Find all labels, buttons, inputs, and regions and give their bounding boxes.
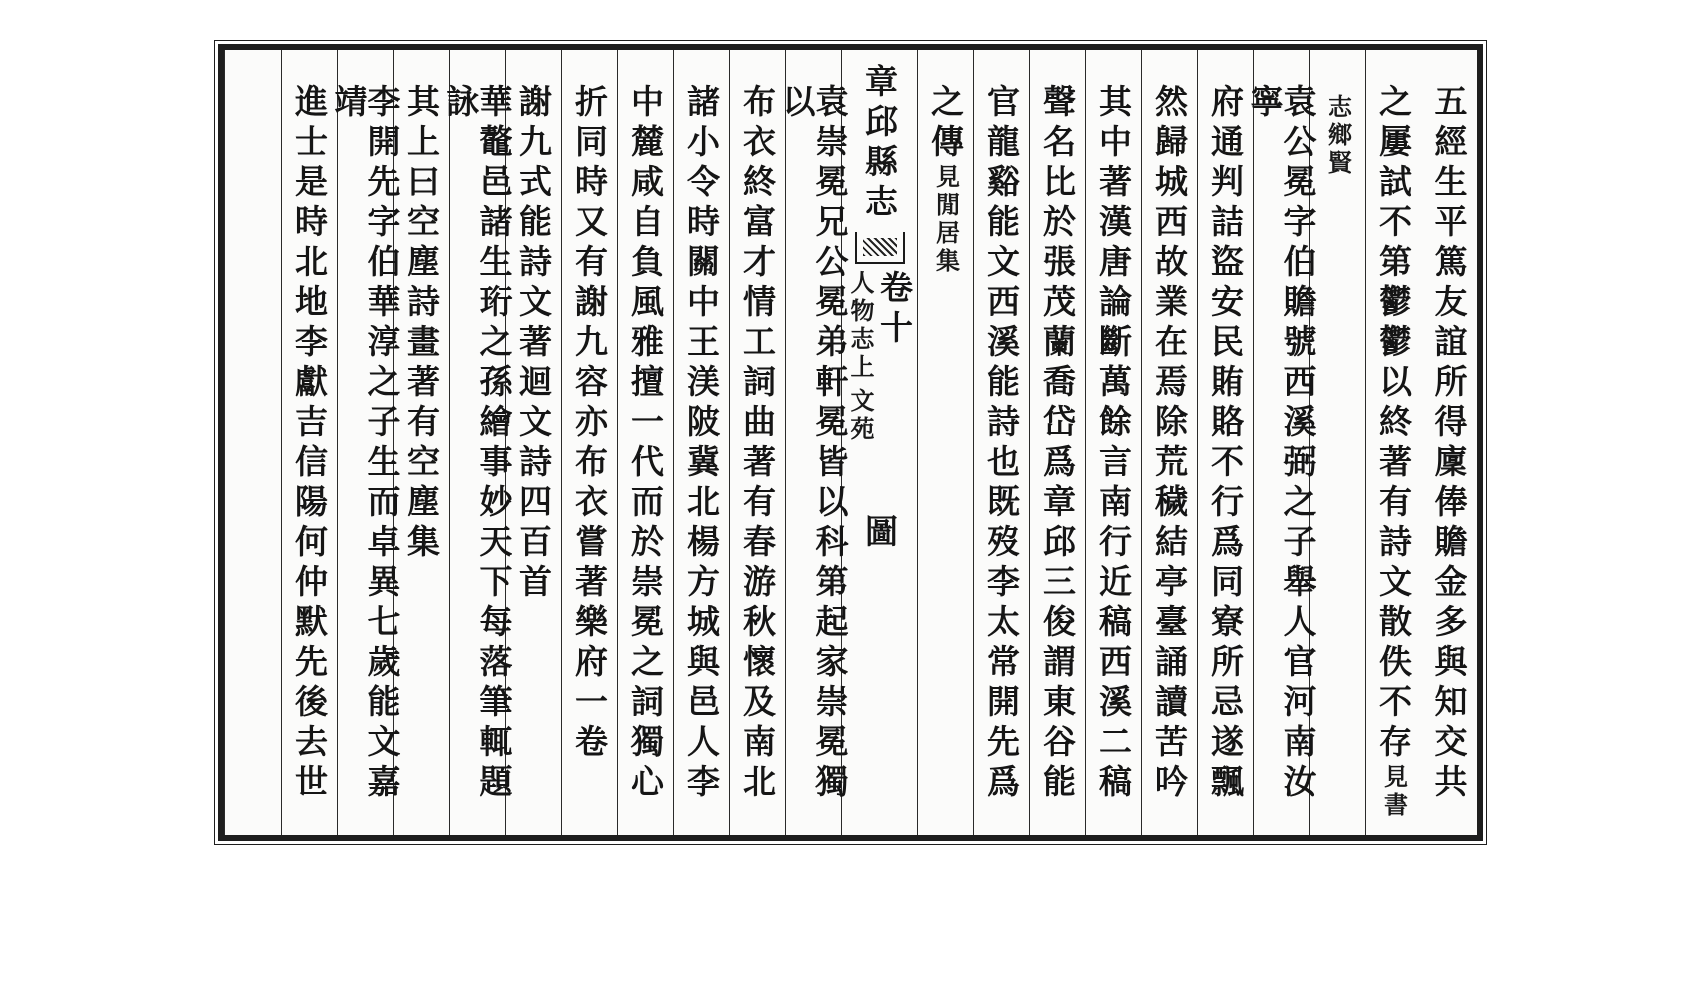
book-title: 章邱縣志 (860, 64, 899, 224)
subsection-label: 文苑 (846, 388, 875, 444)
column-text: 進士是時北地李獻吉信陽何仲默先後去世 (290, 84, 329, 804)
column-text: 布衣終富才情工詞曲著有春游秋懷及南北 (738, 84, 777, 804)
column-text: 中麓咸自負風雅擅一代而於崇冕之詞獨心 (626, 84, 665, 804)
column-text: 之屢試不第鬱鬱以終著有詩文散佚不存 (1374, 84, 1413, 764)
page-marker: 圖 (860, 514, 899, 554)
book-page (218, 44, 1483, 841)
column-7 (1085, 50, 1141, 835)
column-text: 華鼇邑諸生珩之孫繪事妙天下每落筆輒題詠 (441, 84, 514, 804)
column-text: 折同時又有謝九容亦布衣嘗著樂府一卷 (570, 84, 609, 764)
source-note: 見閒居集 (931, 164, 961, 276)
column-20 (329, 50, 402, 835)
column-14 (673, 50, 729, 835)
column-15 (617, 50, 673, 835)
column-18 (441, 50, 514, 835)
column-text: 五經生平篤友誼所得廩俸贍金多與知交共 (1429, 84, 1469, 804)
source-note: 見書 (1379, 764, 1409, 820)
column-margin (224, 50, 281, 835)
column-text: 然歸城西故業在焉除荒穢結亭臺誦讀苦吟 (1150, 84, 1189, 804)
column-6 (1141, 50, 1197, 835)
column-5 (1197, 50, 1253, 835)
column-12 (777, 50, 850, 835)
volume-label: 卷十 (875, 270, 914, 350)
column-text: 其中著漢唐論斷萬餘言南行近稿西溪二稿 (1094, 84, 1133, 804)
column-text: 謝九式能詩文著迴文詩四百首 (514, 84, 553, 604)
column-13 (729, 50, 785, 835)
column-text: 袁崇冕兄公冕弟軒冕皆以科第起家崇冕獨以 (777, 84, 850, 804)
column-text: 之傳 (926, 84, 965, 164)
column-text: 袁公冕字伯贍號西溪弼之子舉人官河南汝寧 (1245, 84, 1318, 804)
column-8 (1029, 50, 1085, 835)
column-text: 府通判詰盜安民賄賂不行爲同寮所忌遂飄 (1206, 84, 1245, 804)
column-text: 李開先字伯華淳之子生而卓異七歲能文嘉靖 (329, 84, 402, 804)
column-16 (561, 50, 617, 835)
column-21 (281, 50, 337, 835)
column-2 (1365, 50, 1421, 835)
column-text: 官龍谿能文西溪能詩也既歿李太常開先爲 (982, 84, 1021, 804)
column-4 (1245, 50, 1318, 835)
column-9 (973, 50, 1029, 835)
source-note: 志鄉賢 (1323, 94, 1353, 178)
section-label: 人物志上 (846, 270, 875, 382)
column-text: 聲名比於張茂蘭喬岱爲章邱三俊謂東谷能 (1038, 84, 1077, 804)
center-fold (841, 50, 917, 835)
column-1 (1421, 50, 1477, 835)
text-columns (224, 50, 1477, 835)
column-10 (917, 50, 973, 835)
fishtail-ornament (855, 232, 905, 264)
column-text: 其上曰空塵詩畫著有空塵集 (402, 84, 441, 564)
column-text: 諸小令時關中王渼陂冀北楊方城與邑人李 (682, 84, 721, 804)
